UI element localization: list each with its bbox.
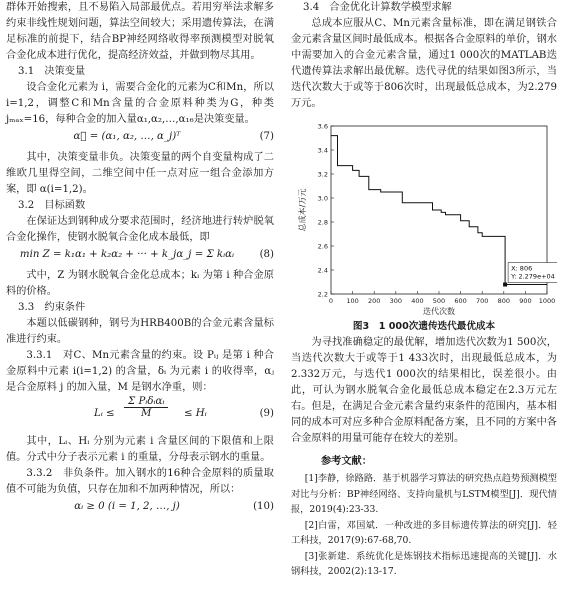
paragraph-3-1b: 其中，决策变量非负。决策变量的两个自变量构成了二维欧几里得空间，二维空间中任一点对应一组合金添加方案，即 α(i=1,2)。 [6,152,274,195]
reference-item: [3]张新建．系统优化是炼钢技术指标迅速提高的关键[J]．水钢科技，2002(2):13-17. [291,550,557,577]
references-heading: 参考文献： [321,456,372,467]
x-tick-label: 1000 [538,297,556,305]
y-tick-label: 2.4 [317,266,328,275]
paragraph-3-3a: 本题以低碳钢种，钢号为HRB400B的合金元素含量标准进行约束。 [6,318,274,345]
y-axis-label: 总成本/万元 [298,188,307,232]
y-tick-label: 3.6 [317,122,328,131]
left-column [6,0,274,520]
equation-8-body: min Z = k₁α₁ + k₂α₂ + ··· + k_jα_j = Σ kᵢαᵢ [19,249,235,260]
equation-7-body: α⃗ = (α₁, α₂, …, α_j)ᵀ [73,131,181,142]
heading-3-1: 3.1 决策变量 [18,66,86,77]
equation-10 [6,498,274,520]
x-tick-label: 700 [475,297,489,305]
x-axis-label: 迭代次数 [423,307,455,316]
figure-caption: 图3 1 000次遗传迭代最优成本 [352,321,496,332]
x-tick-label: 0 [328,297,334,305]
x-tick-label: 800 [497,297,511,305]
equation-8-number: (8) [259,249,274,260]
paragraph-3-2b: 式中，Z 为钢水脱氧合金化总成本；kᵢ 为第 i 种合金原料的价格。 [6,270,274,297]
equation-7 [6,128,274,150]
reference-item: [2]白雷，邓国斌．一种改进的多目标遗传算法的研究[J]．轻工科技，2017(9):67-68,70. [291,519,557,546]
equation-9-denominator: M [141,408,152,419]
paragraph-3-4: 总成本应服从C、Mn元素含量标准，即在满足钢铁合金元素含量区间时最低成本。根据各合金原料的单价，钢水中需要加入的合金元素含量，通过1 000次的MATLAB迭代遗传算法求解出最优解。迭代寻优的结果如图3所示，当迭代次数大于或等于806次时，出现最低总成本，为2.279万元。 [291,18,557,109]
x-tick-label: 900 [519,297,532,305]
equation-7-number: (7) [259,131,274,142]
annotation-y-label: Y: 2.279e+04 [511,272,555,281]
equation-9-number: (9) [259,408,274,419]
paragraph-after-figure: 为寻找准确稳定的最优解，增加迭代次数为1 500次，当迭代次数大于或等于1 433次时，出现最低总成本，为2.332万元，与迭代1 000次的结果相比，误差很小。由此，可认为钢水脱氧合金化最低总成本稳定在2.3万元左右。但是，在满足合金元素含量约束条件的范围内，基本相同的成本可对应多种合金原料配备方案，且不同的方案中各合金原料的用量可能存在较大的差别。 [291,337,557,444]
references-list [291,471,557,580]
y-tick-label: 2.8 [317,218,328,227]
x-tick-label: 300 [389,297,403,305]
y-tick-label: 3.4 [317,146,328,155]
y-tick-label: 3.0 [317,194,328,203]
y-tick-label: 2.2 [317,290,328,299]
figure-3 [291,116,557,319]
equation-9 [6,396,274,434]
cost-series-line [331,136,547,285]
paragraph-3-2a: 在保证达到钢种成分要求范围时，经济地进行转炉脱氧合金化操作，使钢水脱氧合金化成本最低，即 [6,216,274,243]
heading-3-3: 3.3 约束条件 [18,302,86,313]
paragraph-3-3-1: 3.3.1 对C、Mn元素含量的约束。设 Pᵢⱼ 是第 i 种合金原料中元素 i(i=1,2) 的含量，δᵢ 为元素 i 的收得率，αⱼ 是合金原料 j 的加入量，M 是钢水净重，则： [6,350,274,393]
equation-10-body: αᵢ ≥ 0 (i = 1, 2, …, j) [74,501,180,512]
equation-9-lhs: Lᵢ ≤ [94,408,115,419]
x-tick-label: 100 [346,297,359,305]
cost-iteration-chart [291,116,557,319]
paragraph-3-3-1b: 其中，Lᵢ、Hᵢ 分别为元素 i 含量区间的下限值和上限值。分式中分子表示元素 i 的重量，分母表示钢水的重量。 [6,436,274,463]
annotation-marker [503,283,507,287]
equation-10-number: (10) [253,501,274,512]
equation-8 [6,246,274,268]
heading-3-4: 3.4 合金优化计算数学模型求解 [303,2,452,13]
equation-9-numerator: Σ Pᵢδᵢαᵢ [124,396,168,408]
x-tick-label: 500 [432,297,446,305]
paragraph-3-1a: 设合金化元素为 i，需要合金化的元素为C和Mn，所以 i=1,2，调整C和Mn含量的合金原料种类为G，种类 jₘₐₓ=16，每种合金的加入量α₁,α₂,…,α₁₆是决策变量。 [6,82,274,125]
x-tick-label: 400 [411,297,424,305]
equation-9-fraction [124,396,168,419]
y-tick-label: 2.6 [317,242,328,251]
annotation-x-label: X: 806 [511,264,533,273]
x-tick-label: 600 [454,297,467,305]
heading-3-2: 3.2 目标函数 [18,200,86,211]
y-tick-label: 3.2 [317,170,328,179]
reference-item: [1]李静，徐路路．基于机器学习算法的研究热点趋势预测模型对比与分析：BP神经网络、支持向量机与LSTM模型[J]．现代情报，2019(4):23-33. [291,473,557,515]
paragraph-3-3-2: 3.3.2 非负条件。加入钢水的16种合金原料的质量取值不可能为负值，只存在加和不加两种情况，所以： [6,468,274,495]
paragraph-top: 群体开始搜索，且不易陷入局部最优点。若用穷举法求解多约束非线性规划问题，算法空间较大；采用遗传算法，在满足标准的前提下，结合BP神经网络收得率预测模型对脱氧合金化成本进行优化，提高经济效益，并做到物尽其用。 [6,2,274,61]
x-tick-label: 200 [367,297,381,305]
right-column [291,0,557,580]
equation-9-rhs: ≤ Hᵢ [184,408,207,419]
